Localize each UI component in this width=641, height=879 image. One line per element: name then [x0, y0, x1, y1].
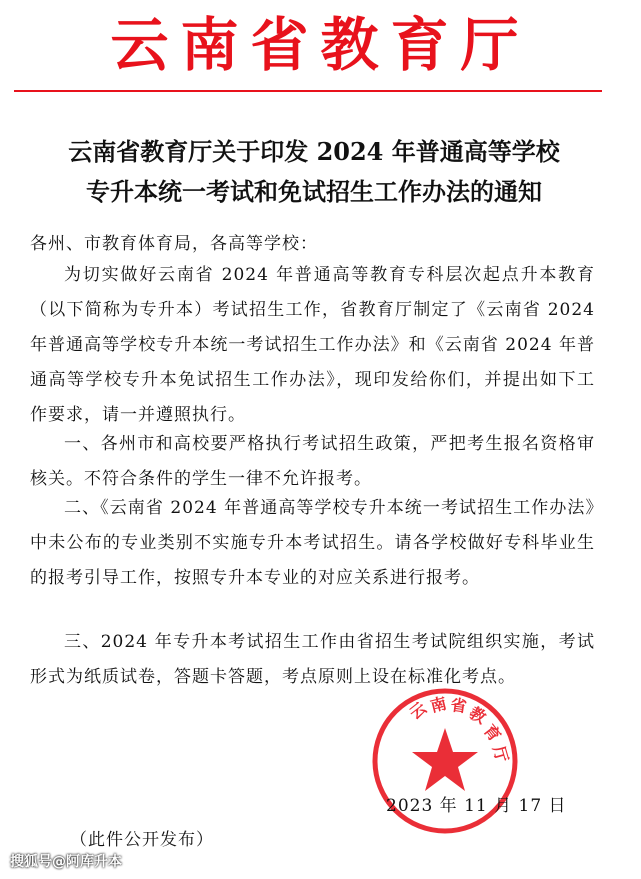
svg-text:省: 省: [449, 695, 468, 717]
letterhead-divider: [14, 90, 602, 92]
paragraph-intro: 为切实做好云南省 2024 年普通高等教育专科层次起点升本教育（以下简称为专升本）考试招生工作，省教育厅制定了《云南省 2024 年普通高等学校专升本统一考试招生工作办法》和《云南省 2024 年普通高等学校专升本免试招生工作办法》，现印发给你们，并提出如下工作要求，请一并遵照执行。: [30, 265, 595, 425]
svg-text:南: 南: [428, 693, 449, 716]
title-line-1: 云南省教育厅关于印发 2024 年普通高等学校: [68, 137, 560, 166]
seal-star-icon: [412, 728, 478, 791]
document-title: [0, 132, 628, 212]
letterhead-title: 云南省教育厅: [110, 11, 531, 79]
svg-text:厅: 厅: [489, 743, 512, 765]
paragraph-item-1: 一、各州市和高校要严格执行考试招生政策，严把考生报名资格审核关。不符合条件的学生一律不允许报考。: [30, 434, 595, 489]
source-watermark: 搜狐号@阿库升本: [10, 854, 122, 870]
svg-text:云: 云: [405, 698, 431, 724]
publication-note: （此件公开发布）: [70, 830, 214, 850]
issue-date: 2023 年 11 月 17 日: [386, 796, 567, 816]
svg-text:育: 育: [479, 720, 505, 746]
paragraph-item-3: 三、2024 年专升本考试招生工作由省招生考试院组织实施，考试形式为纸质试卷，答题卡答题，考点原则上设在标准化考点。: [30, 632, 595, 687]
salutation: 各州、市教育体育局，各高等学校：: [30, 234, 318, 254]
paragraph-item-2: 二、《云南省 2024 年普通高等学校专升本统一考试招生工作办法》中未公布的专业类别不实施专升本考试招生。请各学校做好专科毕业生的报考引导工作，按照专升本专业的对应关系进行报考。: [30, 498, 595, 588]
title-line-2: 专升本统一考试和免试招生工作办法的通知: [86, 177, 542, 206]
svg-text:教: 教: [466, 703, 490, 728]
